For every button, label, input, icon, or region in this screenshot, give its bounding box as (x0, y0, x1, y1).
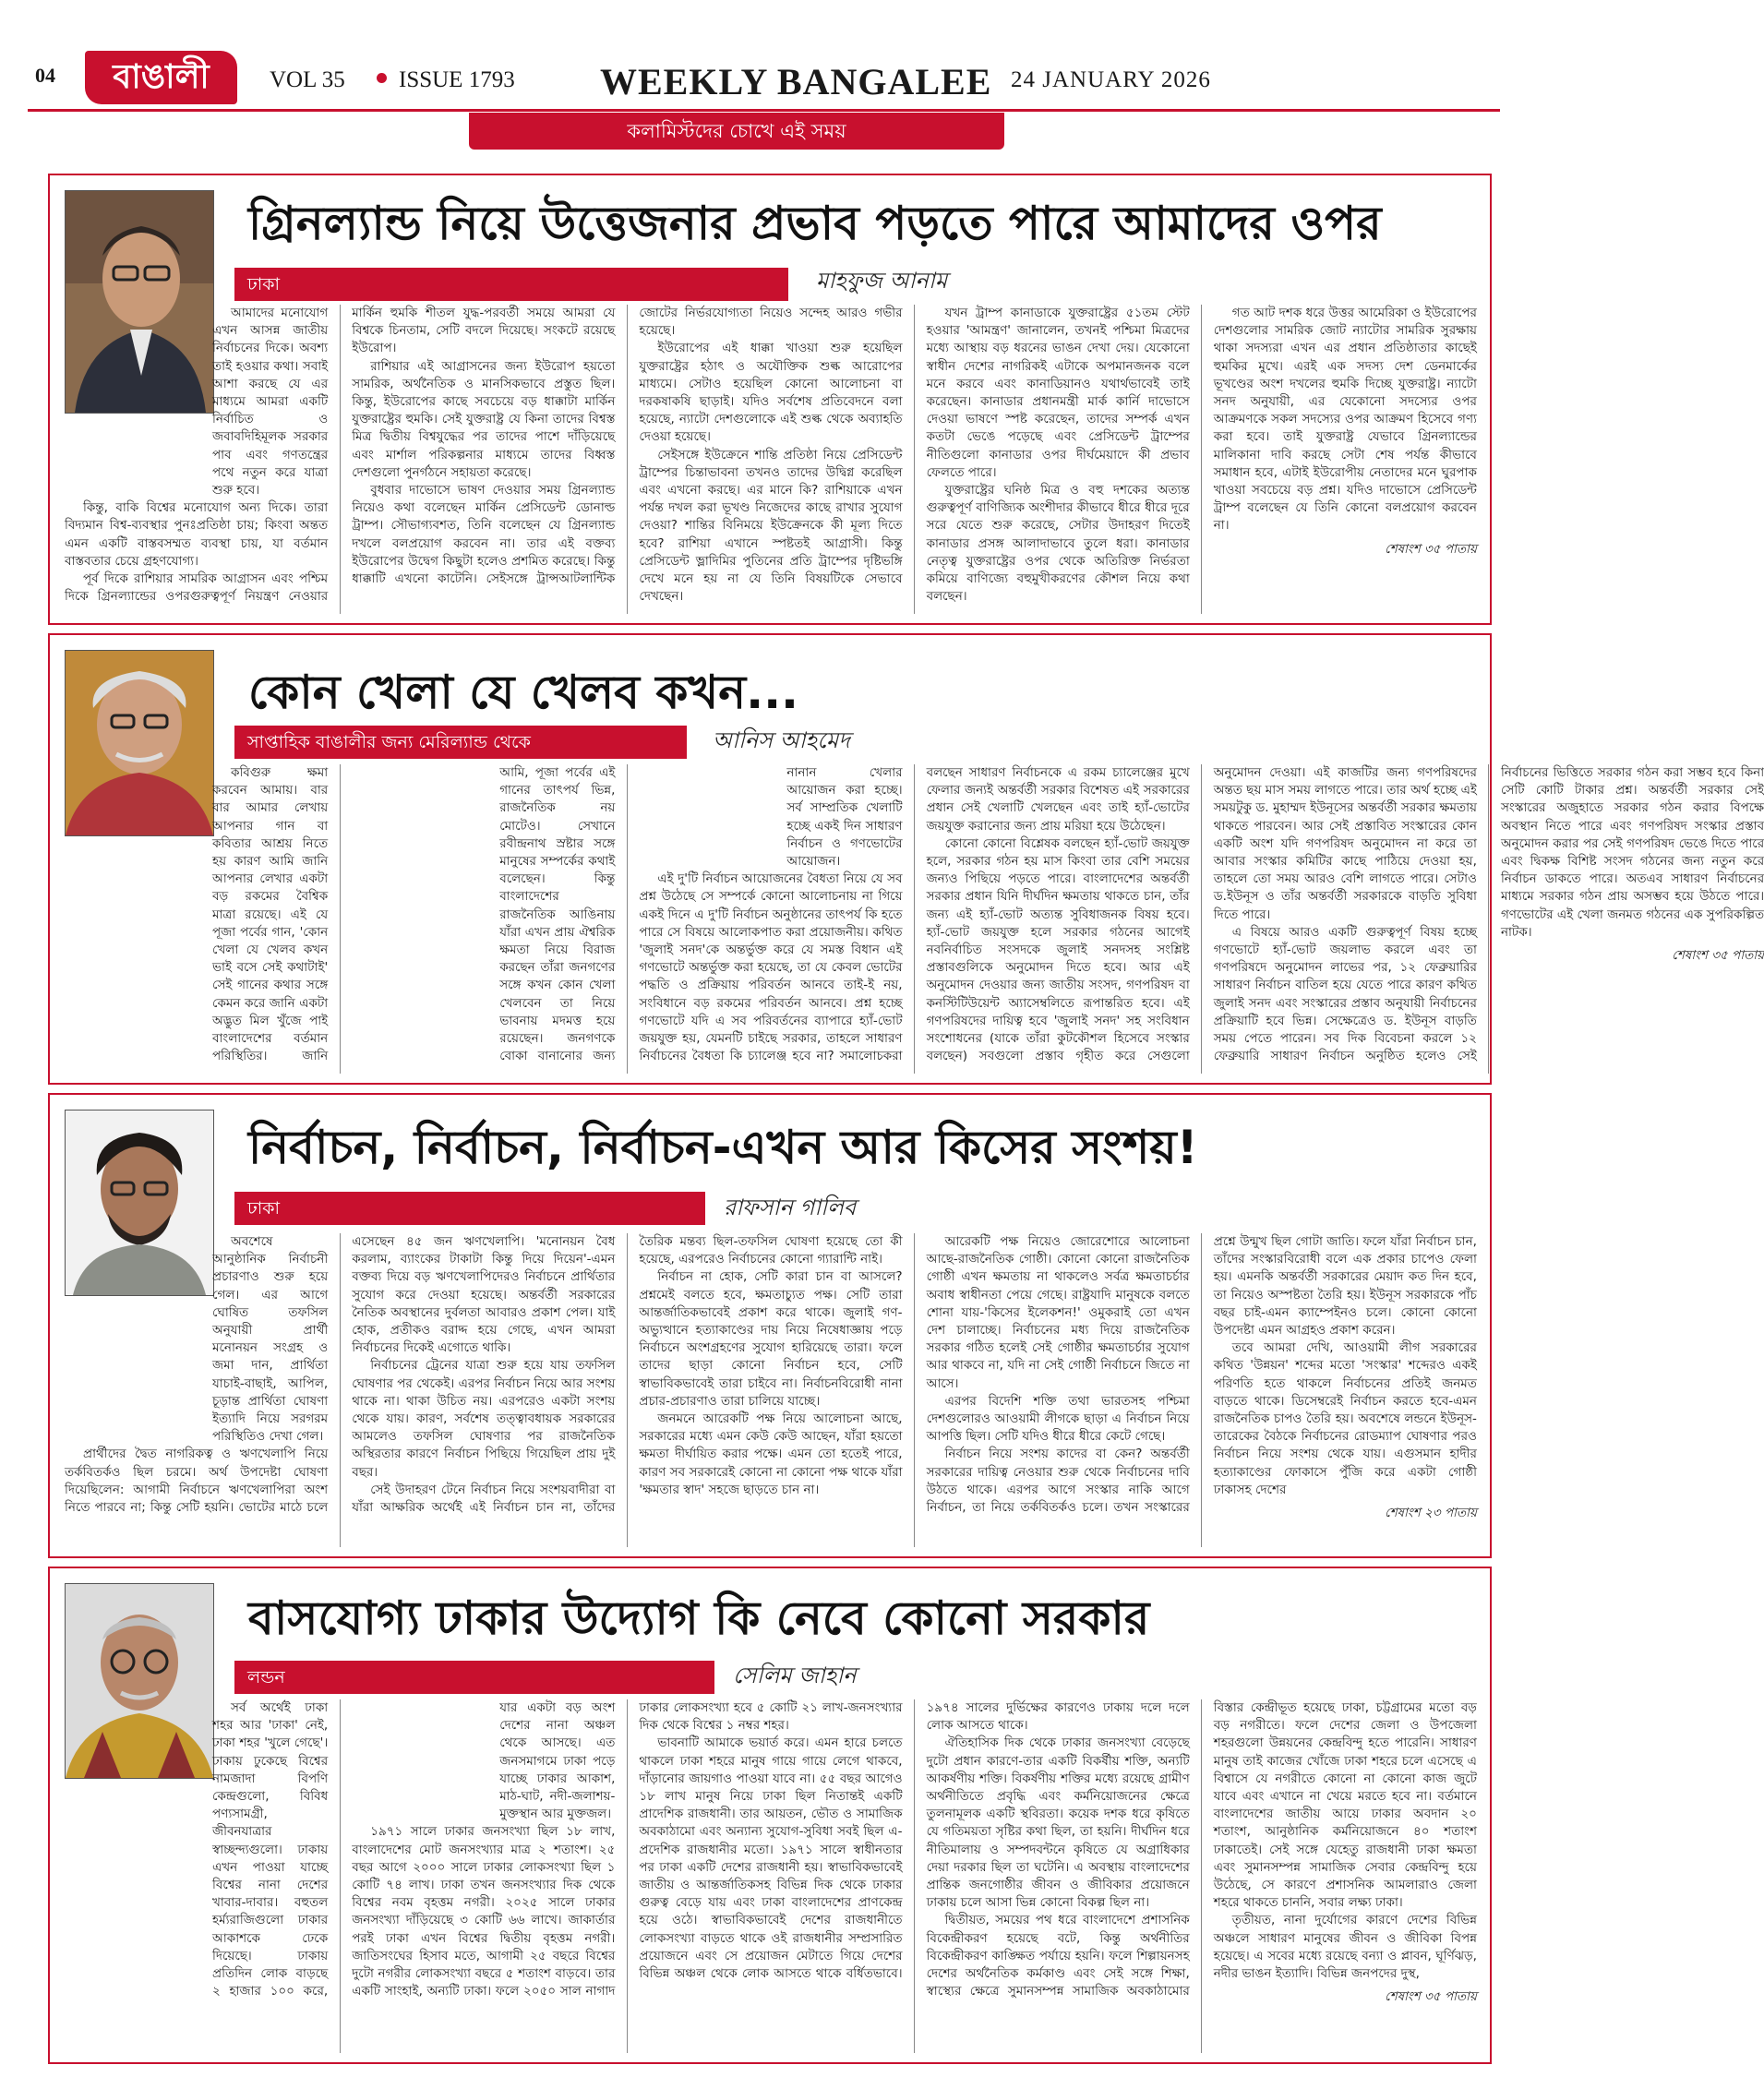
article-paragraph: যখন ট্রাম্প কানাডাকে যুক্তরাষ্ট্রের ৫১তম স্টেট হওয়ার 'আমন্ত্রণ' জানালেন, তখনই পশ্চিমা মিত্রদের মধ্যে আস্থায় বড় ধরনের ভাঙন দেখা দেয়। যেকোনো স্বাধীন দেশের নাগরিকই এটাকে অপমানজনক বলে মনে করবে এবং কানাডিয়ানও যথার্থভাবেই তাই করেছেন। কানাডার প্রধানমন্ত্রী মার্ক কার্নি দাভোসে দেওয়া ভাষণে স্পষ্ট করেছেন, তাদের সম্পর্ক এখন কতটা ভেঙে পড়েছে এবং প্রেসিডেন্ট ট্রাম্পের নীতিগুলো কানাডার ওপর দীর্ঘমেয়াদে কী প্রভাব ফেলতে পারে। (926, 306, 1190, 480)
continued-link[interactable]: শেষাংশ ৩৫ পাতায় (1672, 948, 1764, 964)
article-paragraph: কবিগুরু ক্ষমা করবেন আমায়। বার বার আমার লেখায় আপনার গান বা কবিতার আশ্রয় নিতে হয় কারণ আমি জানি আপনার লেখার একটা বড় রকমের বৈশ্বিক মাত্রা রয়েছে। এই যে পূজা পর্বের গান, 'কোন খেলা যে খেলব কখন ভাই বসে সেই কথাটাই' সেই গানের কথার সঙ্গে কেমন করে জানি একটা অদ্ভুত মিল খুঁজে পাই বাংলাদেশের বর্তমান পরিস্থিতির। জানি আমি, পূজা পর্বের এই গানের তাৎপর্য ভিন্ন, রাজনৈতিক নয় মোটেও। সেখানে রবীন্দ্রনাথ স্রষ্টার সঙ্গে মানুষের সম্পর্কের কথাই বলেছেন। কিন্তু বাংলাদেশের রাজনৈতিক আঙিনায় যাঁরা এখন প্রায় ঐশ্বরিক ক্ষমতা নিয়ে বিরাজ করছেন তাঁরা জনগণের সঙ্গে কখন কোন খেলা খেলবেন তা নিয়ে ভাবনায় মদমত্ত হয়ে রয়েছেন। জনগণকে বোকা বানানোর জন্য নানান খেলার আয়োজন করা হচ্ছে। সর্ব সাম্প্রতিক খেলাটি হচ্ছে একই দিন সাধারণ নির্বাচন ও গণভোটের আয়োজন। (212, 765, 903, 1064)
location-tag: সাপ্তাহিক বাঙালীর জন্য মেরিল্যান্ড থেকে (234, 726, 687, 759)
article-paragraph: সেই উদাহরণ টেনে নির্বাচন নিয়ে সংশয়বাদীরা বা যাঁরা আক্ষরিক অর্থেই এই নির্বাচন চান না, তাঁদের তৈরিক মন্তব্য ছিল-তফসিল ঘোষণা হয়েছে তো কী হয়েছে, এরপরেও নির্বাচনের কোনো গ্যারান্টি নাই। (352, 1234, 903, 1516)
article-paragraph: বুধবার দাভোসে ভাষণ দেওয়ার সময় গ্রিনল্যান্ড নিয়েও কথা বলেছেন মার্কিন প্রেসিডেন্ট ডোনাল্ড ট্রাম্প। সৌভাগ্যবশত, তিনি বলেছেন যে গ্রিনল্যান্ড দখলে বলপ্রয়োগ করবেন না। তার এই বক্তব্য ইউরোপের উদ্বেগ কিছুটা হলেও প্রশমিত করেছে। কিন্তু ধাক্কাটি এখনো কাটেনি। সেইসঙ্গে ট্রান্সআটলান্টিক জোটের নির্ভরযোগ্যতা নিয়েও সন্দেহ আরও গভীর হয়েছে। (352, 306, 903, 587)
article-body (65, 764, 1764, 1074)
continued-link[interactable]: শেষাংশ ৩৫ পাতায় (1385, 1989, 1477, 2005)
article-paragraph: গত আট দশক ধরে উত্তর আমেরিকা ও ইউরোপের দেশগুলোর সামরিক জোট ন্যাটোর সামরিক সুরক্ষায় থাকা সদস্যরা এখন এর প্রধান প্রতিষ্ঠাতার কাছেই হুমকির মুখে। এরই এক সদস্য দেশ ডেনমার্কের ভূখণ্ডের অংশ দখলের হুমকি দিচ্ছে যুক্তরাষ্ট্র। ন্যাটো সনদ অনুযায়ী, এর যেকোনো সদস্যের ওপর আক্রমণকে সকল সদস্যের ওপর আক্রমণ হিসেবে গণ্য করা হবে। তাই যুক্তরাষ্ট্র যেভাবে গ্রিনল্যান্ডের মালিকানা দাবি করছে সেটা শেষ পর্যন্ত কীভাবে সমাধান হবে, এটাই ইউরোপীয় নেতাদের মনে ঘুরপাক খাওয়া সবচেয়ে বড় প্রশ্ন। যদিও দাভোসে প্রেসিডেন্ট ট্রাম্প বলেছেন যে তিনি কোনো বলপ্রয়োগ করবেন না। (1213, 306, 1477, 534)
page-number: 04 (35, 64, 55, 87)
masthead-rule (28, 109, 1500, 112)
article-paragraph: সেইসঙ্গে ইউক্রেনে শান্তি প্রতিষ্ঠা নিয়ে প্রেসিডেন্ট ট্রাম্পের চিন্তাভাবনা তখনও তাদের উদ্বিগ্ন করেছিল এবং এখনো করছে। এর মানে কি? রাশিয়াকে এখন পর্যন্ত দখল করা ভূখণ্ড নিজেদের কাছে রাখার সুযোগ দেওয়া? শান্তির বিনিময়ে ইউক্রেনকে কী মূল্য দিতে হবে? রাশিয়া এখানে স্পষ্টতই আগ্রাসী। কিন্তু প্রেসিডেন্ট ভ্লাদিমির পুতিনের প্রতি ট্রাম্পের দৃষ্টিভঙ্গি দেখে মনে হয় না যে তিনি বিষয়টিকে সেভাবে দেখছেন। (639, 447, 903, 605)
newspaper-logo: বাঙালী (85, 51, 237, 104)
article-paragraph: নির্বাচন না হোক, সেটি কারা চান বা আসলে? প্রশ্নমেই বলতে হবে, ক্ষমতাচ্যুত পক্ষ। সেটি তারা আন্তর্জাতিকভাবেই প্রকাশ করে থাকে। জুলাই গণ-অভ্যুত্থানে হত্যাকাণ্ডের দায় নিয়ে নিষেধাজ্ঞায় পড়ে নির্বাচনে অংশগ্রহণের সুযোগ হারিয়েছে তারা। ফলে তাদের ছাড়া কোনো নির্বাচন হবে, সেটি স্বাভাবিকভাবেই তারা চাইবে না। নির্বাচনবিরোধী নানা প্রচার-প্রচারণাও তারা চালিয়ে যাচ্ছে। (639, 1269, 903, 1409)
article-2 (48, 633, 1764, 1085)
article-paragraph: অবশেষে আনুষ্ঠানিক নির্বাচনী প্রচারণাও শুরু হয়ে গেল। এর আগে ঘোষিত তফসিল অনুযায়ী প্রার্থী মনোনয়ন সংগ্রহ ও জমা দান, প্রার্থিতা যাচাই-বাছাই, আপিল, চূড়ান্ত প্রার্থিতা ঘোষণা ইত্যাদি নিয়ে সরগরম পরিস্থিতিও দেখা গেল। (212, 1234, 329, 1445)
article-paragraph: যুক্তরাষ্ট্রের ঘনিষ্ঠ মিত্র ও বহু দশকের অত্যন্ত গুরুত্বপূর্ণ বাণিজ্যিক অংশীদার কীভাবে ধীরে ধীরে দূরে সরে যেতে শুরু করেছে, সেটার উদাহরণ দিতেই কানাডার প্রসঙ্গ আলাদাভাবে তুলে ধরা। কানাডার নেতৃত্ব যুক্তরাষ্ট্রের ওপর থেকে অতিরিক্ত নির্ভরতা কমিয়ে বাণিজ্যে বহুমুখীকরণের কৌশল নিয়ে কথা বলছেন। (926, 483, 1190, 605)
author-name: মাহফুজ আনাম (816, 268, 948, 294)
article-body (65, 1233, 1477, 1547)
article-paragraph: আমাদের মনোযোগ এখন আসন্ন জাতীয় নির্বাচনের দিকে। অবশ্য তাই হওয়ার কথা। সবাই আশা করছে যে এর মাধ্যমে আমরা একটি নির্বাচিত ও জবাবদিহিমূলক সরকার পাব এবং গণতন্ত্রের পথে নতুন করে যাত্রা শুরু হবে। (212, 306, 329, 498)
article-body (65, 1699, 1477, 2053)
article-3 (48, 1093, 1492, 1558)
article-paragraph: তবে আমরা দেখি, আওয়ামী লীগ সরকারের কথিত 'উন্নয়ন' শব্দের মতো 'সংস্কার' শব্দেরও একই পরিণতি হতে থাকলে নির্বাচনের প্রতিই জনমত বাড়তে থাকে। ডিসেম্বরেই নির্বাচন করতে হবে-এমন রাজনৈতিক চাপও তৈরি হয়। অবশেষে লন্ডনে ইউনূস-তারেকের বৈঠকে নির্বাচনের রোডম্যাপ ঘোষণার পরও নির্বাচন নিয়ে সংশয় থেকে যায়। এগুসমান হাদীর হত্যাকাণ্ডের ফোকাসে পুঁজি করে একটা গোষ্ঠী ঢাকাসহ দেশের (1213, 1340, 1477, 1497)
article-body (65, 305, 1477, 614)
article-paragraph: ভাবনাটি আমাকে ভয়ার্ত করে। এমন হারে চলতে থাকলে ঢাকা শহরে মানুষ গায়ে গায়ে লেগে থাকবে, দাঁড়ানোর জায়গাও পাওয়া যাবে না। ৫৫ বছর আগেও ১৮ লাখ মানুষ নিয়ে ঢাকা ছিল নিতান্তই একটি প্রাদেশিক রাজধানী। তার আয়তন, ভৌত ও সামাজিক অবকাঠামো এবং অন্যান্য সুযোগ-সুবিধা সবই ছিল এ-প্রদেশিক রাজধানীর মতো। ১৯৭১ সালে স্বাধীনতার পর ঢাকা একটি দেশের রাজধানী হয়। স্বাভাবিকভাবেই জাতীয় ও আন্তর্জাতিকসহ বিভিন্ন দিক থেকে ঢাকার গুরুত্ব বেড়ে যায় এবং ঢাকা বাংলাদেশের প্রাণকেন্দ্র হয়ে ওঠে। স্বাভাবিকভাবেই দেশের রাজধানীতে লোকসংখ্যা বাড়তে থাকে ওই রাজধানীর সম্প্রসারিত প্রয়োজনে এবং সে প্রয়োজন মেটাতে গিয়ে দেশের বিভিন্ন অঞ্চল থেকে লোক আসতে থাকে বর্ধিতভাবে। ১৯৭৪ সালের দুর্ভিক্ষের কারণেও ঢাকায় দলে দলে লোক আসতে থাকে। (639, 1700, 1190, 1982)
article-paragraph: এ বিষয়ে আরও একটি গুরুত্বপূর্ণ বিষয় হচ্ছে গণভোটে হ্যাঁ-ভোট জয়লাভ করলে এবং তা গণপরিষদে অনুমোদন লাভের পর, ১২ ফেব্রুয়ারির সাধারণ নির্বাচন বাতিল হয়ে যেতে পারে কারণ কথিত জুলাই সনদ এবং সংস্কারের প্রস্তাব অনুযায়ী নির্বাচনের প্রক্রিয়াটি হবে ভিন্ন। সেক্ষেত্রেও ড. ইউনূস বাড়তি সময় পেতে পারেন। সব দিক বিবেচনা করলে ১২ ফেব্রুয়ারি সাধারণ নির্বাচন অনুষ্ঠিত হলেও সেই নির্বাচনের ভিত্তিতে সরকার গঠন করা সম্ভব হবে কিনা সেটি কোটি টাকার প্রশ্ন। অন্তর্বর্তী সরকার সেই সংস্কারের অজুহাতে সরকার গঠন করার বিপক্ষে অবস্থান নিতে পারে এবং গণপরিষদ সংস্কার প্রস্তাব অনুমোদন করার পর সেই গণপরিষদ ভেঙে দিতে পারে এবং দ্বিকক্ষ বিশিষ্ট সংসদ গঠনের জন্য নতুন করে নির্বাচন ডাকতে পারে। অতএব সাধারণ নির্বাচনের মাধ্যমে সরকার গঠন প্রায় অসম্ভব হয়ে উঠতে পারে। গণভোটের এই খেলা জনমত গঠনের এক সুপরিকল্পিত নাটক। (1213, 765, 1764, 1064)
article-paragraph: ঐতিহাসিক দিক থেকে ঢাকার জনসংখ্যা বেড়েছে দুটো প্রধান কারণে-তার একটি বিকর্ষীয় শক্তি, অন্যটি আকর্ষণীয় শক্তি। বিকর্ষণীয় শক্তির মধ্যে রয়েছে গ্রামীণ অর্থনীতিতে প্রবৃদ্ধি এবং কর্মনিয়োজনের ক্ষেত্রে তুলনামূলক একটি স্থবিরতা। কয়েক দশক ধরে কৃষিতে যে গতিময়তা সৃষ্টির কথা ছিল, তা হয়নি। দীর্ঘদিন ধরে নীতিমালায় ও সম্পদবন্টনে কৃষিতে যে অগ্রাধিকার দেয়া দরকার ছিল তা ঘটেনি। এ অবস্থায় বাংলাদেশের প্রান্তিক জনগোষ্ঠীর জীবন ও জীবিকার প্রয়োজনে ঢাকায় চলে আসা ভিন্ন কোনো বিকল্প ছিল না। (926, 1735, 1190, 1911)
article-paragraph: এরপর বিদেশি শক্তি তথা ভারতসহ পশ্চিমা দেশগুলোরও আওয়ামী লীগকে ছাড়া এ নির্বাচন নিয়ে আপত্তি ছিল। সেটি যদিও ধীরে ধীরে কেটে গেছে। (926, 1393, 1190, 1445)
separator-dot-icon (377, 73, 387, 83)
paper-name: WEEKLY BANGALEE (600, 61, 992, 102)
author-name: রাফসান গালিব (724, 1195, 857, 1220)
issue-number: ISSUE 1793 (399, 67, 515, 92)
article-paragraph: আরেকটি পক্ষ নিয়েও জোরেশোরে আলোচনা আছে-রাজনৈতিক গোষ্ঠী। কোনো কোনো রাজনৈতিক গোষ্ঠী এখন ক্ষমতায় না থাকলেও সর্বত্র ক্ষমতাচর্চার অবাধ স্বাধীনতা পেয়ে গেছে। রাষ্ট্রযাদি মানুষকে বলতে শোনা যায়-'কিসের ইলেকশন!' ওমুকরাই তো এখন দেশ চালাচ্ছে। নির্বাচনের মধ্য দিয়ে রাজনৈতিক সরকার গঠিত হলেই সেই গোষ্ঠীর ক্ষমতাচর্চার সুযোগ আর থাকবে না, যদি না সেই গোষ্ঠী নির্বাচনে জিতে না আসে। (926, 1234, 1190, 1391)
section-banner: কলামিস্টদের চোখে এই সময় (469, 113, 1004, 150)
masthead (28, 51, 1500, 106)
volume-number: VOL 35 (270, 67, 345, 92)
article-headline: কোন খেলা যে খেলব কখন... (248, 666, 799, 719)
continued-link[interactable]: শেষাংশ ৩৫ পাতায় (1385, 541, 1477, 557)
article-paragraph: ১৯৭১ সালে ঢাকার জনসংখ্যা ছিল ১৮ লাখ, বাংলাদেশের মোট জনসংখ্যার মাত্র ২ শতাংশ। ২৫ বছর আগে ২০০০ সালে ঢাকার লোকসংখ্যা ছিল ১ কোটি ৭৪ লাখ। ঢাকা তখন জনসংখ্যার দিক থেকে বিশ্বের নবম বৃহত্তম নগরী। ২০২৫ সালে ঢাকার জনসংখ্যা দাঁড়িয়েছে ৩ কোটি ৬৬ লাখে। জাকার্তার পরই ঢাকা এখন বিশ্বের দ্বিতীয় বৃহত্তম নগরী। জাতিসংঘের হিসাব মতে, আগামী ২৫ বছরে বিশ্বের দুটো নগরীর লোকসংখ্যা বছরে ৫ শতাংশ বাড়বে। তার একটি সাংহাই, অন্যটি ঢাকা। ফলে ২০৫০ সাল নাগাদ ঢাকার লোকসংখ্যা হবে ৫ কোটি ২১ লাখ-জনসংখ্যার দিক থেকে বিশ্বের ১ নম্বর শহর। (352, 1700, 903, 1999)
issue-date: 24 JANUARY 2026 (1011, 67, 1211, 92)
article-headline: গ্রিনল্যান্ড নিয়ে উত্তেজনার প্রভাব পড়তে পারে আমাদের ওপর (248, 197, 1382, 250)
location-tag: ঢাকা (234, 1192, 705, 1225)
article-1 (48, 174, 1492, 625)
article-paragraph: সর্ব অর্থেই ঢাকা শহর আর 'ঢাকা' নেই, ঢাকা শহর 'খুলে গেছে'। ঢাকায় ঢুকেছে বিশ্বের নামজাদা বিপণি কেন্দ্রগুলো, বিবিধ পণ্যসামগ্রী, জীবনযাত্রার স্বাচ্ছন্দ্যগুলো। ঢাকায় এখন পাওয়া যাচ্ছে বিশ্বের নানা দেশের খাবার-দাবার। বহুতল হর্ম্যরাজিগুলো ঢাকার আকাশকে ঢেকে দিয়েছে। ঢাকায় প্রতিদিন লোক বাড়ছে ২ হাজার ১০০ করে, যার একটা বড় অংশ দেশের নানা অঞ্চল থেকে আসছে। এত জনসমাগমে ঢাকা পড়ে যাচ্ছে ঢাকার আকাশ, মাঠ-ঘাট, নদী-জলাশয়-মুক্তস্থান আর মুক্তজল। (212, 1700, 616, 1999)
article-paragraph: কোনো কোনো বিশ্লেষক বলছেন হ্যাঁ-ভোট জয়যুক্ত হলে, সরকার গঠন হয় মাস কিংবা তার বেশি সময়ের জন্যও পিছিয়ে পড়তে পারে। বাংলাদেশের অন্তর্বর্তী সরকার প্রধান যিনি দীর্ঘদিন ক্ষমতায় থাকতে চান, তাঁর জন্য এই হ্যাঁ-ভোট অত্যন্ত সুবিধাজনক বিষয় হবে। হ্যাঁ-ভোট জয়যুক্ত হলে সরকার গঠনের আগেই নবনির্বাচিত সংসদকে জুলাই সনদসহ সংশ্লিষ্ট প্রস্তাবগুলিকে অনুমোদন দিতে হবে। আর এই অনুমোদন দেওয়ার জন্য জাতীয় সংসদ, গণপরিষদ বা কনস্টিটিউয়েন্ট অ্যাসেম্বলিতে রূপান্তরিত হবে। এই গণপরিষদের দায়িত্ব হবে 'জুলাই সনদ' সহ সংবিধান সংশোধনের (যাকে তাঁরা কুটকৌশল হিসেবে সংস্কার বলছেন) সবগুলো প্রস্তাব গৃহীত করে সেগুলো অনুমোদন দেওয়া। এই কাজটির জন্য গণপরিষদের অন্তত ছয় মাস সময় লাগতে পারে। তার অর্থ হচ্ছে এই সময়টুকু ড. মুহাম্মদ ইউনূসের অন্তর্বর্তী সরকার ক্ষমতায় থাকতে পারবেন। আর সেই প্রস্তাবিত সংস্কারের কোন একটি অংশ যদি গণপরিষদ অনুমোদন না করে তা আবার সংস্কার কমিটির কাছে পাঠিয়ে দেওয়া হয়, তাহলে তো সময় আরও বেশি লাগতে পারে। সেটাও ড.ইউনূস ও তাঁর অন্তর্বর্তী সরকারকে বাড়তি সুবিধা দিতে পারে। (926, 765, 1477, 1064)
author-name: আনিস আহমেদ (713, 727, 850, 753)
article-paragraph: নির্বাচনের ট্রেনের যাত্রা শুরু হয়ে যায় তফসিল ঘোষণার পর থেকেই। এরপর নির্বাচন নিয়ে আর সংশয় থাকে না। থাকা উচিত নয়। এরপরেও একটা সংশয় থেকে যায়। কারণ, সর্বশেষ তত্ত্বাবধায়ক সরকারের আমলেও তফসিল ঘোষণার পর রাজনৈতিক অস্থিরতার কারণে নির্বাচন পিছিয়ে গিয়েছিল প্রায় দুই বছর। (352, 1358, 616, 1480)
article-4 (48, 1567, 1492, 2064)
article-paragraph: দ্বিতীয়ত, সময়ের পথ ধরে বাংলাদেশে প্রশাসনিক বিকেন্দ্রীকরণ হয়েছে বটে, কিন্তু অর্থনীতির বিকেন্দ্রীকরণ কাঙ্ক্ষিত পর্যায়ে হয়নি। ফলে শিল্পায়নসহ দেশের অর্থনৈতিক কর্মকাণ্ড এবং সেই সঙ্গে শিক্ষা, স্বাস্থ্যের ক্ষেত্রে সুমানসম্পন্ন সামাজিক অবকাঠামোর বিস্তার কেন্দ্রীভূত হয়েছে ঢাকা, চট্টগ্রামের মতো বড় বড় নগরীতে। ফলে দেশের জেলা ও উপজেলা শহরগুলো উন্নয়নের কেন্দ্রবিন্দু হতে পারেনি। সাধারণ মানুষ তাই কাজের খোঁজে ঢাকা শহরে চলে এসেছে এ বিশ্বাসে যে নগরীতে কোনো না কোনো কাজ জুটে যাবে এবং এখানে না খেয়ে মরতে হবে না। বর্তমানে বাংলাদেশের জাতীয় আয়ে ঢাকার অবদান ২০ শতাংশ, আনুষ্ঠানিক কর্মনিয়োজনে ৪০ শতাংশ ঢাকাতেই। সেই সঙ্গে যেহেতু রাজধানী ঢাকা ক্ষমতা এবং সুমানসম্পন্ন সামাজিক সেবার কেন্দ্রবিন্দু হয়ে উঠেছে, সে কারণে প্রশাসনিক আমলারাও জেলা শহরে থাকতে চাননি, সবার লক্ষ্য ঢাকা। (926, 1700, 1477, 1999)
article-headline: নির্বাচন, নির্বাচন, নির্বাচন-এখন আর কিসের সংশয়! (248, 1121, 1198, 1174)
article-paragraph: জনমনে আরেকটি পক্ষ নিয়ে আলোচনা আছে, সরকারের মধ্যে এমন কেউ কেউ আছেন, যাঁরা হয়তো ক্ষমতা দীর্ঘায়িত করার পক্ষে। এমন তো হতেই পারে, কারণ সব সরকারেই কোনো না কোনো পক্ষ থাকে যাঁরা 'ক্ষমতার স্বাদ' সহজে ছাড়তে চান না। (639, 1411, 903, 1497)
article-paragraph: রাশিয়ার এই আগ্রাসনের জন্য ইউরোপ হয়তো সামরিক, অর্থনৈতিক ও মানসিকভাবে প্রস্তুত ছিল। কিন্তু, ইউরোপের কাছে সবচেয়ে বড় ধাক্কাটা মার্কিন যুক্তরাষ্ট্রের হুমকি। সেই যুক্তরাষ্ট্র যে কিনা তাদের বিশ্বস্ত মিত্র দ্বিতীয় বিশ্বযুদ্ধের পর তাদের পাশে দাঁড়িয়েছে এবং মার্শাল পরিকল্পনার মাধ্যমে তাদের বিধ্বস্ত দেশগুলো পুনর্গঠনে সহায়তা করেছে। (352, 358, 616, 480)
location-tag: ঢাকা (234, 268, 788, 301)
article-paragraph: ইউরোপের এই ধাক্কা খাওয়া শুরু হয়েছিল যুক্তরাষ্ট্রের হঠাৎ ও অযৌক্তিক শুল্ক আরোপের মাধ্যমে। সেটাও হয়েছিল কোনো আলোচনা বা দরকষাকষি ছাড়াই। যদিও সর্বশেষ প্রতিবেদনে বলা হয়েছে, ন্যাটো দেশগুলোকে এই শুল্ক থেকে অব্যাহতি দেওয়া হয়েছে। (639, 341, 903, 445)
article-paragraph: প্রার্থীদের দ্বৈত নাগরিকত্ব ও ঋণখেলাপি নিয়ে তর্কবিতর্কও ছিল চরমে। অর্থ উপদেষ্টা ঘোষণা দিয়েছিলেন: আগামী নির্বাচনে ঋণখেলাপিরা অংশ নিতে পারবে না; কিন্তু সেটি হয়নি। ভোটের মাঠে চলে এসেছেন ৪৫ জন ঋণখেলাপি। 'মনোনয়ন বৈধ করলাম, ব্যাংকের টাকাটা কিন্তু দিয়ে দিয়েন'-এমন বক্তব্য দিয়ে বড় ঋণখেলাপিদেরও নির্বাচনে প্রার্থিতার সুযোগ করে দেওয়া হয়েছে। অন্তর্বর্তী সরকারের নৈতিক অবস্থানের দুর্বলতা আবারও প্রকাশ পেল। যাই হোক, প্রতীকও বরাদ্দ হয়ে গেছে, এখন আমরা নির্বাচনের দিকেই এগোতে থাকি। (65, 1234, 616, 1516)
article-headline: বাসযোগ্য ঢাকার উদ্যোগ কি নেবে কোনো সরকার (248, 1591, 1150, 1645)
article-paragraph: কিন্তু, বাকি বিশ্বের মনোযোগ অন্য দিকে। তারা বিদ্যমান বিশ্ব-ব্যবস্থার পুনঃপ্রতিষ্ঠা চায়; কিংবা অন্তত এমন একটি বাস্তবসম্মত ব্যবস্থা চায়, যা বর্তমান বাস্তবতার চেয়ে গ্রহণযোগ্য। (65, 500, 329, 569)
article-paragraph: নির্বাচন নিয়ে সংশয় কাদের বা কেন? অন্তর্বর্তী সরকারের দায়িত্ব নেওয়ার শুরু থেকে নির্বাচনের দাবি উঠতে থাকে। এরপর আগে সংস্কার নাকি আগে নির্বাচন, তা নিয়ে তর্কবিতর্কও চলে। তখন সংস্কারের প্রশ্নে উন্মুখ ছিল গোটা জাতি। ফলে যাঁরা নির্বাচন চান, তাঁদের সংস্কারবিরোধী বলে এক প্রকার চাপেও ফেলা হয়। এমনকি অন্তর্বর্তী সরকারের মেয়াদ কত দিন হবে, তা নিয়েও অস্পষ্টতা তৈরি হয়। ইউনূস সরকারকে পাঁচ বছর চাই-এমন ক্যাম্পেইনও চলে। কোনো কোনো উপদেষ্টা এমন আগ্রহও প্রকাশ করেন। (926, 1234, 1477, 1516)
continued-link[interactable]: শেষাংশ ২৩ পাতায় (1385, 1506, 1477, 1521)
article-paragraph: তৃতীয়ত, নানা দুর্যোগের কারণে দেশের বিভিন্ন অঞ্চলে সাধারণ মানুষের জীবন ও জীবিকা বিপন্ন হয়েছে। এ সবের মধ্যে রয়েছে বন্যা ও প্লাবন, ঘূর্ণিঝড়, নদীর ভাঙন ইত্যাদি। বিভিন্ন জনপদের দুস্থ, (1213, 1913, 1477, 1982)
article-paragraph: এই দু'টি নির্বাচন আয়োজনের বৈধতা নিয়ে যে সব প্রশ্ন উঠেছে সে সম্পর্কে কোনো আলোচনায় না গিয়ে একই দিনে এ দু'টি নির্বাচন অনুষ্ঠানের তাৎপর্য কি হতে পারে সে বিষয়ে আলোকপাত করা প্রয়োজনীয়। কথিত 'জুলাই সনদ'কে অন্তর্ভুক্ত করে যে সমস্ত বিধান এই গণভোটে অন্তর্ভুক্ত করা হয়েছে, তা যে কেবল ভোটের পদ্ধতি ও প্রক্রিয়ায় পরিবর্তন আনবে তাই-ই নয়, সংবিধানে বড় রকমের পরিবর্তন আনবে। প্রশ্ন হচ্ছে গণভোটে যদি এ সব পরিবর্তনের ব্যাপারে হ্যাঁ-ভোট জয়যুক্ত হয়, যেমনটি চাইছে সরকার, তাহলে সাধারণ নির্বাচনের বৈধতা কি চ্যালেঞ্জ হবে না? সমালোচকরা বলছেন সাধারণ নির্বাচনকে এ রকম চ্যালেঞ্জের মুখে ফেলার জন্যই অন্তর্বর্তী সরকার বিশেষত এই সরকারের প্রধান সেই খেলাটি খেলছেন এবং তাই হ্যাঁ-ভোটের জয়যুক্ত করানোর জন্য প্রায় মরিয়া হয়ে উঠেছেন। (639, 765, 1190, 1064)
author-name: সেলিম জাহান (733, 1663, 857, 1688)
article-paragraph: পূর্ব দিকে রাশিয়ার সামরিক আগ্রাসন এবং পশ্চিম দিকে গ্রিনল্যান্ডের ওপরগুরুত্বপূর্ণ নিয়ন্ত্রণ নেওয়ার মার্কিন হুমকি শীতল যুদ্ধ-পরবর্তী সময়ে আমরা যে বিশ্বকে চিনতাম, সেটি বদলে দিয়েছে। সংকটে রয়েছে ইউরোপ। (65, 306, 616, 605)
location-tag: লন্ডন (234, 1661, 714, 1694)
